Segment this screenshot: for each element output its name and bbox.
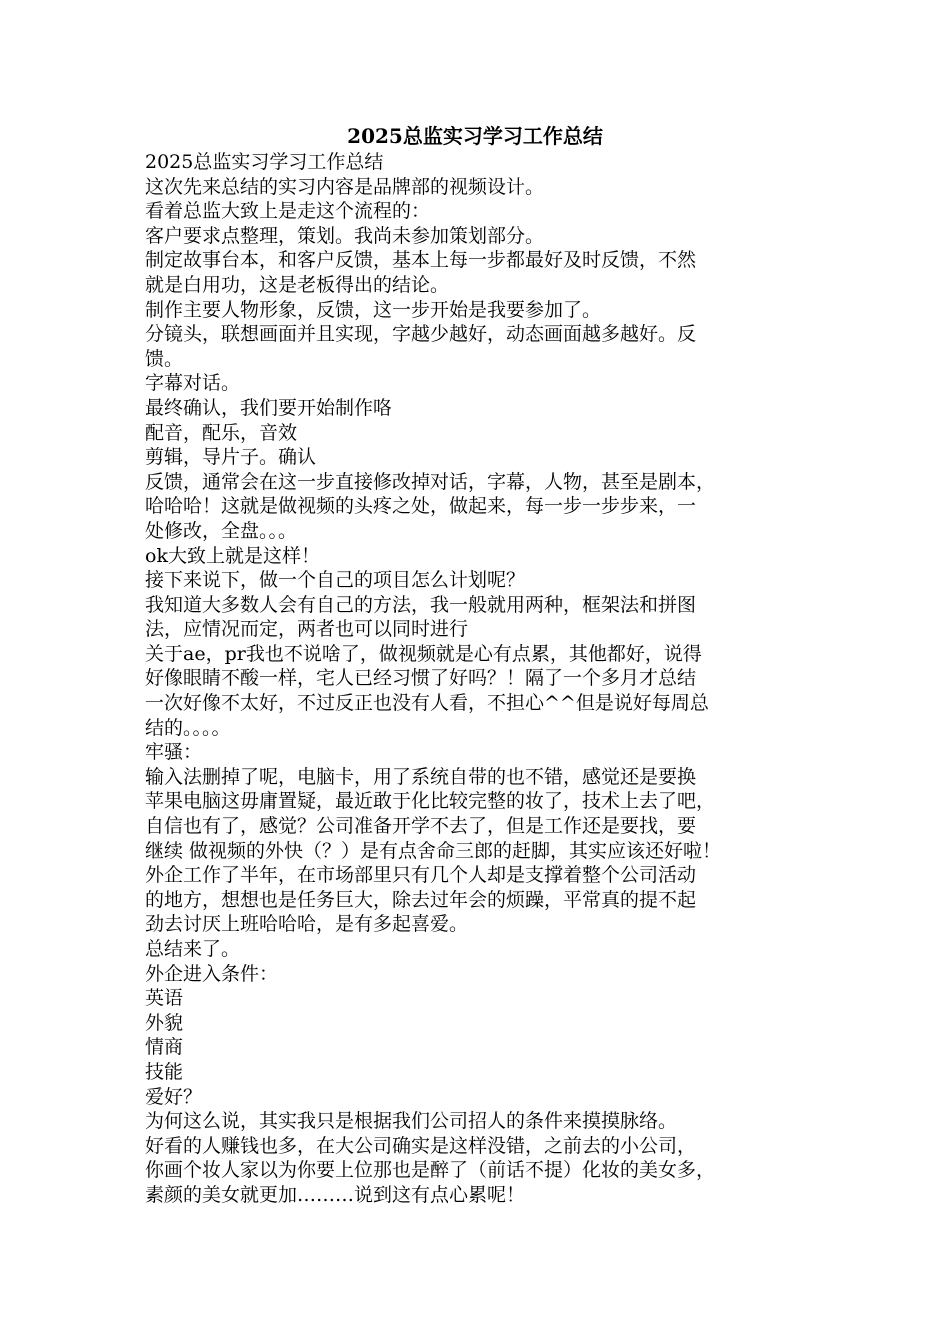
text-line: 素颜的美女就更加………说到这有点心累呢！ — [145, 1183, 526, 1206]
text-line: 牢骚： — [145, 741, 203, 764]
text-line: ok大致上就是这样！ — [145, 544, 320, 567]
text-line: 劲去讨厌上班哈哈哈，是有多起喜爱。 — [145, 913, 469, 936]
text-line: 外企进入条件： — [145, 962, 279, 985]
text-line: 为何这么说，其实我只是根据我们公司招人的条件来摸摸脉络。 — [145, 1110, 678, 1133]
text-line: 输入法删掉了呢，电脑卡，用了系统自带的也不错，感觉还是要换 — [145, 765, 697, 788]
text-line: 看着总监大致上是走这个流程的： — [145, 200, 431, 223]
text-line: 爱好？ — [145, 1085, 203, 1108]
text-line: 结的。。。。 — [145, 716, 231, 739]
text-line: 反馈，通常会在这一步直接修改掉对话，字幕，人物，甚至是剧本， — [145, 470, 716, 493]
text-line: 好看的人赚钱也多，在大公司确实是这样没错，之前去的小公司， — [145, 1134, 697, 1157]
text-line: 关于ae，pr我也不说啥了，做视频就是心有点累，其他都好，说得 — [145, 642, 702, 665]
text-line: 法，应情况而定，两者也可以同时进行 — [145, 618, 469, 641]
text-line: 客户要求点整理，策划。我尚未参加策划部分。 — [145, 224, 545, 247]
text-line: 技能 — [145, 1060, 184, 1083]
text-line: 字幕对话。 — [145, 372, 241, 395]
text-line: 这次先来总结的实习内容是品牌部的视频设计。 — [145, 175, 545, 198]
text-line: 2025总监实习学习工作总结 — [145, 151, 384, 173]
text-line: 制作主要人物形象，反馈，这一步开始是我要参加了。 — [145, 298, 602, 321]
text-line: 馈。 — [145, 347, 184, 370]
text-line: 接下来说下，做一个自己的项目怎么计划呢？ — [145, 569, 526, 592]
text-line: 继续 做视频的外快（？）是有点舍命三郎的赶脚，其实应该还好啦！ — [145, 839, 722, 862]
text-line: 总结来了。 — [145, 938, 241, 960]
text-line: 剪辑，导片子。确认 — [145, 446, 317, 469]
text-line: 分镜头，联想画面并且实现，字越少越好，动态画面越多越好。反 — [145, 323, 697, 346]
text-line: 苹果电脑这毋庸置疑，最近敢于化比较完整的妆了，技术上去了吧， — [145, 790, 716, 813]
text-line: 处修改，全盘。。。 — [145, 519, 298, 542]
text-line: 外企工作了半年，在市场部里只有几个人却是支撑着整个公司活动 — [145, 864, 697, 887]
text-line: 制定故事台本，和客户反馈，基本上每一步都最好及时反馈，不然 — [145, 249, 697, 272]
text-line: 情商 — [145, 1036, 184, 1059]
text-line: 配音，配乐，音效 — [145, 421, 298, 444]
text-line: 最终确认，我们要开始制作咯 — [145, 396, 393, 419]
text-line: 哈哈哈！这就是做视频的头疼之处，做起来，每一步一步步来，一 — [145, 495, 697, 518]
text-line: 你画个妆人家以为你要上位那也是醉了（前话不提）化妆的美女多， — [145, 1159, 716, 1182]
text-line: 英语 — [145, 987, 184, 1010]
text-line: 我知道大多数人会有自己的方法，我一般就用两种，框架法和拼图 — [145, 593, 697, 616]
text-line: 的地方，想想也是任务巨大，除去过年会的烦躁，平常真的提不起 — [145, 888, 697, 911]
text-line: 一次好像不太好，不过反正也没有人看，不担心^^但是说好每周总 — [145, 692, 709, 715]
text-line: 自信也有了，感觉？公司准备开学不去了，但是工作还是要找，要 — [145, 815, 697, 838]
text-line: 外貌 — [145, 1011, 184, 1034]
document-title: 2025总监实习学习工作总结 — [347, 124, 603, 148]
document-body — [145, 150, 805, 1208]
text-line: 好像眼睛不酸一样，宅人已经习惯了好吗？！隔了一个多月才总结 — [145, 667, 697, 690]
text-line: 就是白用功，这是老板得出的结论。 — [145, 273, 450, 296]
